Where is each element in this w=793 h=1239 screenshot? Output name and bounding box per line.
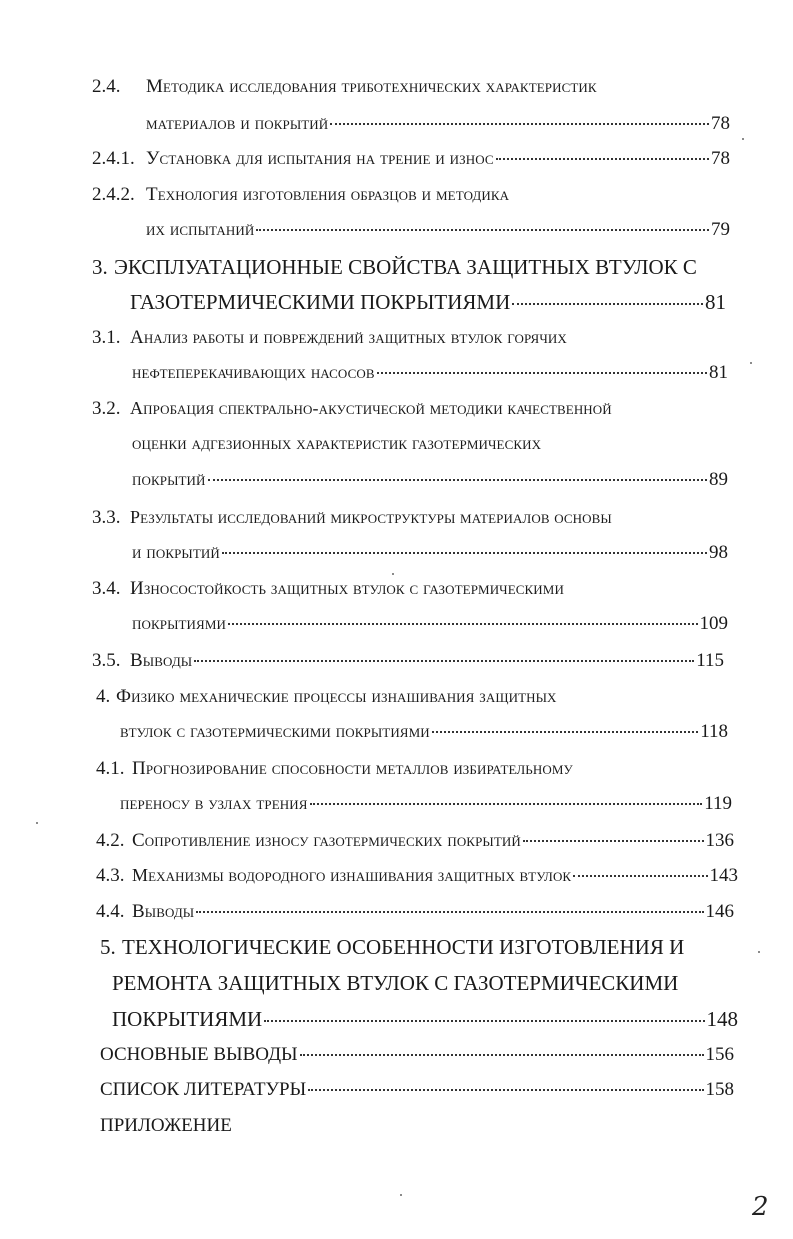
dot-leader [300, 1054, 704, 1056]
section-title: РЕМОНТА ЗАЩИТНЫХ ВТУЛОК С ГАЗОТЕРМИЧЕСКИМИ [112, 971, 679, 995]
section-number: 2.4.2. [92, 184, 135, 205]
scan-speck [36, 822, 38, 824]
section-title: ЭКСПЛУАТАЦИОННЫЕ СВОЙСТВА ЗАЩИТНЫХ ВТУЛОК С [114, 255, 697, 279]
section-title: Технология изготовления образцов и методика [146, 184, 510, 205]
section-number: 3.3. [92, 507, 121, 528]
section-number: 3.1. [92, 327, 121, 348]
section-title: Результаты исследований микроструктуры материалов основы [130, 507, 612, 527]
dot-leader [256, 229, 709, 231]
section-title: ТЕХНОЛОГИЧЕСКИЕ ОСОБЕННОСТИ ИЗГОТОВЛЕНИЯ И [122, 935, 685, 959]
section-title: Физико механические процессы изнашивания защитных [116, 686, 557, 707]
toc-entry-5-cont2 [112, 1007, 738, 1032]
section-title: Износостойкость защитных втулок с газотермическими [130, 578, 564, 599]
page-ref: 115 [696, 650, 724, 671]
toc-entry-4 [96, 686, 557, 708]
section-number: 2.4. [92, 76, 121, 97]
scan-speck [750, 362, 752, 364]
section-title: Механизмы водородного изнашивания защитных втулок [132, 865, 572, 885]
page-ref: 146 [705, 901, 734, 922]
scan-speck [758, 951, 760, 953]
dot-leader [523, 840, 704, 842]
section-title: ПОКРЫТИЯМИ [112, 1007, 263, 1031]
section-title: нефтеперекачивающих насосов [132, 362, 375, 383]
section-title: Выводы [132, 901, 195, 922]
page-ref: 158 [705, 1079, 734, 1100]
toc-entry-3-2-cont [132, 433, 541, 455]
dot-leader [208, 479, 707, 481]
section-number: 4.1. [96, 758, 125, 779]
section-title: ОСНОВНЫЕ ВЫВОДЫ [100, 1044, 298, 1065]
section-number: 4.2. [96, 830, 125, 851]
toc-entry-3-2 [92, 398, 612, 420]
dot-leader [512, 303, 703, 305]
dot-leader [228, 623, 698, 625]
toc-entry-3-2-cont2 [132, 469, 728, 491]
toc-entry-2-4 [92, 76, 597, 98]
toc-entry-4-1-cont [120, 793, 732, 815]
toc-entry-4-4 [96, 901, 734, 923]
section-title: ГАЗОТЕРМИЧЕСКИМИ ПОКРЫТИЯМИ [130, 290, 511, 314]
toc-entry-4-1 [96, 758, 573, 780]
toc-entry-3-4-cont [132, 613, 728, 635]
dot-leader [310, 803, 703, 805]
section-title: материалов и покрытий [146, 113, 329, 134]
page-ref: 143 [709, 865, 738, 886]
dot-leader [432, 731, 698, 733]
toc-entry-3-cont [130, 290, 726, 315]
page-ref: 81 [709, 362, 728, 383]
section-title: и покрытий [132, 542, 220, 563]
dot-leader [196, 911, 703, 913]
section-title: Выводы [130, 650, 193, 671]
section-number: 4.4. [96, 901, 125, 922]
toc-entry-2-4-2-cont [146, 219, 730, 241]
section-title: переносу в узлах трения [120, 793, 308, 814]
dot-leader [308, 1089, 703, 1091]
toc-entry-3-5 [92, 650, 724, 672]
page-ref: 118 [700, 721, 728, 742]
dot-leader [222, 552, 707, 554]
page-ref: 136 [705, 830, 734, 851]
section-number: 3. [92, 255, 108, 279]
page-ref: 119 [704, 793, 732, 814]
page-ref: 156 [705, 1044, 734, 1065]
dot-leader [330, 123, 709, 125]
toc-entry-3-1-cont [132, 362, 728, 384]
section-title: Методика исследования триботехнических характеристик [146, 76, 597, 97]
toc-entry-4-2 [96, 830, 734, 852]
section-title: Анализ работы и повреждений защитных втулок горячих [130, 327, 567, 348]
dot-leader [264, 1020, 704, 1022]
toc-entry-appendix [100, 1115, 232, 1137]
toc-entry-2-4-2 [92, 184, 509, 206]
toc-entry-4-cont [120, 721, 728, 743]
section-number: 2.4.1. [92, 148, 135, 169]
section-title: ПРИЛОЖЕНИЕ [100, 1115, 232, 1136]
section-title: покрытиями [132, 613, 226, 634]
toc-entry-3 [92, 255, 697, 280]
toc-entry-references [100, 1079, 734, 1101]
toc-entry-5 [100, 935, 684, 960]
toc-entry-3-3-cont [132, 542, 728, 564]
section-title: Установка для испытания на трение и износ [146, 148, 494, 169]
section-title: СПИСОК ЛИТЕРАТУРЫ [100, 1079, 307, 1100]
section-title: их испытаний [146, 219, 255, 240]
toc-entry-3-1 [92, 327, 567, 349]
section-title: Апробация спектрально-акустической методики качественной [130, 398, 612, 418]
toc-entry-conclusions [100, 1044, 734, 1066]
section-number: 3.4. [92, 578, 121, 599]
page-ref: 148 [706, 1007, 738, 1031]
page-ref: 81 [705, 290, 726, 314]
section-title: втулок с газотермическими покрытиями [120, 721, 430, 742]
dot-leader [573, 875, 707, 877]
scan-speck [392, 573, 394, 575]
page-ref: 78 [711, 113, 730, 134]
page-ref: 89 [709, 469, 728, 490]
section-number: 4. [96, 686, 111, 707]
page-ref: 78 [711, 148, 730, 169]
toc-entry-2-4-cont [146, 113, 730, 135]
page-ref: 79 [711, 219, 730, 240]
section-title: Сопротивление износу газотермических покрытий [132, 830, 521, 851]
section-number: 3.5. [92, 650, 121, 671]
scan-speck [742, 138, 744, 140]
toc-entry-3-3 [92, 507, 612, 529]
page-ref: 98 [709, 542, 728, 563]
dot-leader [194, 660, 694, 662]
section-title: покрытий [132, 469, 206, 490]
section-number: 5. [100, 935, 116, 959]
section-title: оценки адгезионных характеристик газотермических [132, 433, 542, 454]
toc-entry-4-3 [96, 865, 738, 887]
section-number: 4.3. [96, 865, 125, 886]
section-title: Прогнозирование способности металлов избирательному [132, 758, 573, 779]
dot-leader [377, 372, 707, 374]
toc-entry-2-4-1 [92, 148, 730, 170]
page-ref: 109 [699, 613, 728, 634]
scan-speck [400, 1194, 402, 1196]
dot-leader [496, 158, 709, 160]
handwritten-page-number: 2 [752, 1192, 769, 1222]
section-number: 3.2. [92, 398, 121, 419]
toc-entry-3-4 [92, 578, 564, 600]
toc-entry-5-cont [112, 971, 678, 996]
